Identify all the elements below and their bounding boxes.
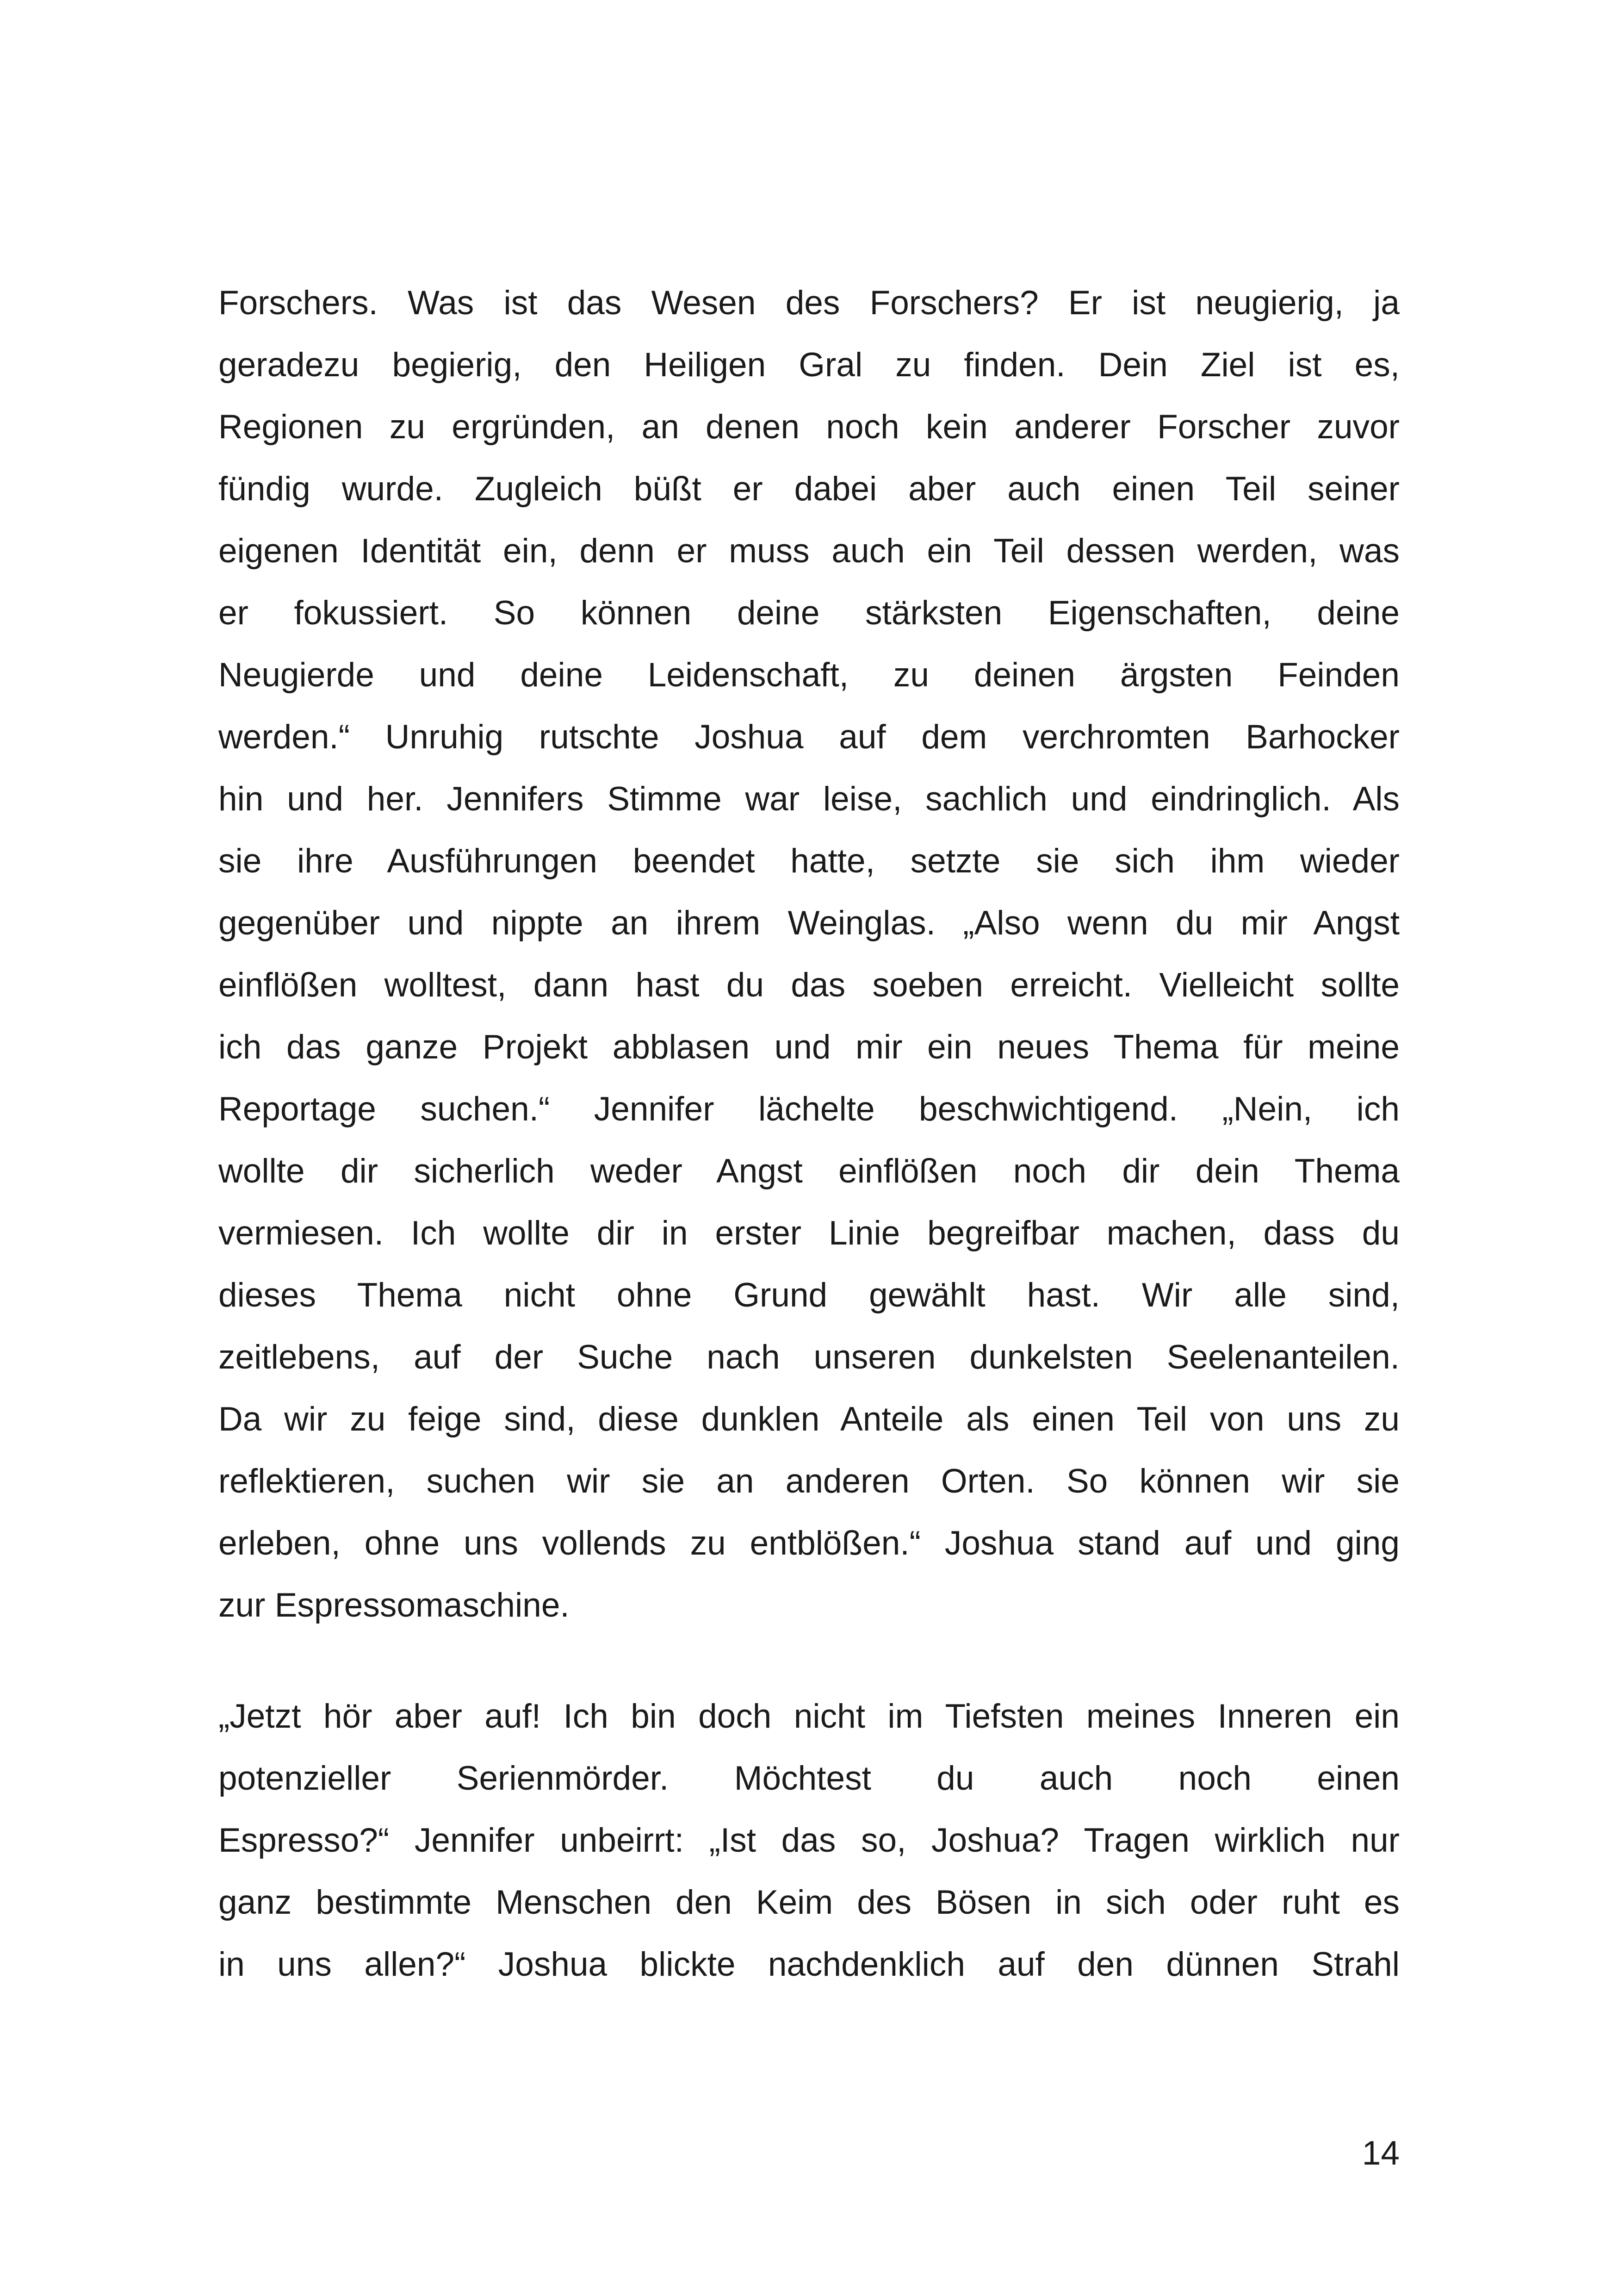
text-line: erleben, ohne uns vollends zu entblößen.“ Joshua stand auf und ging bbox=[218, 1524, 1400, 1562]
text-line: fündig wurde. Zugleich büßt er dabei aber auch einen Teil seiner bbox=[218, 470, 1400, 508]
text-line: Reportage suchen.“ Jennifer lächelte beschwichtigend. „Nein, ich bbox=[218, 1090, 1400, 1128]
text-line: zeitlebens, auf der Suche nach unseren dunkelsten Seelenanteilen. bbox=[218, 1338, 1400, 1376]
text-line: in uns allen?“ Joshua blickte nachdenklich auf den dünnen Strahl bbox=[218, 1946, 1400, 1983]
text-line: Neugierde und deine Leidenschaft, zu deinen ärgsten Feinden bbox=[218, 656, 1400, 694]
text-line: zur Espressomaschine. bbox=[218, 1587, 570, 1624]
text-line: ganz bestimmte Menschen den Keim des Bösen in sich oder ruht es bbox=[218, 1884, 1400, 1921]
paragraph-2 bbox=[218, 1686, 1400, 1996]
text-line: reflektieren, suchen wir sie an anderen Orten. So können wir sie bbox=[218, 1462, 1400, 1500]
text-line: Regionen zu ergründen, an denen noch kein anderer Forscher zuvor bbox=[218, 408, 1400, 446]
text-line: geradezu begierig, den Heiligen Gral zu finden. Dein Ziel ist es, bbox=[218, 346, 1400, 384]
text-line: „Jetzt hör aber auf! Ich bin doch nicht im Tiefsten meines Inneren ein bbox=[218, 1698, 1400, 1735]
text-line: Da wir zu feige sind, diese dunklen Anteile als einen Teil von uns zu bbox=[218, 1400, 1400, 1438]
page-number: 14 bbox=[1362, 2134, 1400, 2172]
text-line: potenzieller Serienmörder. Möchtest du auch noch einen bbox=[218, 1760, 1400, 1797]
text-line: einflößen wolltest, dann hast du das soeben erreicht. Vielleicht sollte bbox=[218, 966, 1400, 1004]
text-line: werden.“ Unruhig rutschte Joshua auf dem verchromten Barhocker bbox=[218, 718, 1400, 756]
text-line: eigenen Identität ein, denn er muss auch ein Teil dessen werden, was bbox=[218, 532, 1400, 570]
text-line: dieses Thema nicht ohne Grund gewählt hast. Wir alle sind, bbox=[218, 1276, 1400, 1314]
text-line: Espresso?“ Jennifer unbeirrt: „Ist das so, Joshua? Tragen wirklich nur bbox=[218, 1822, 1400, 1859]
text-line: gegenüber und nippte an ihrem Weinglas. „Also wenn du mir Angst bbox=[218, 904, 1400, 942]
paragraph-1 bbox=[218, 272, 1400, 1636]
text-line: sie ihre Ausführungen beendet hatte, setzte sie sich ihm wieder bbox=[218, 842, 1400, 880]
text-line: hin und her. Jennifers Stimme war leise, sachlich und eindringlich. Als bbox=[218, 780, 1400, 818]
text-line: Forschers. Was ist das Wesen des Forschers? Er ist neugierig, ja bbox=[218, 284, 1400, 322]
text-line: er fokussiert. So können deine stärksten Eigenschaften, deine bbox=[218, 594, 1400, 632]
text-line: vermiesen. Ich wollte dir in erster Linie begreifbar machen, dass du bbox=[218, 1214, 1400, 1252]
text-line: wollte dir sicherlich weder Angst einflößen noch dir dein Thema bbox=[218, 1152, 1400, 1190]
text-line: ich das ganze Projekt abblasen und mir ein neues Thema für meine bbox=[218, 1028, 1400, 1066]
